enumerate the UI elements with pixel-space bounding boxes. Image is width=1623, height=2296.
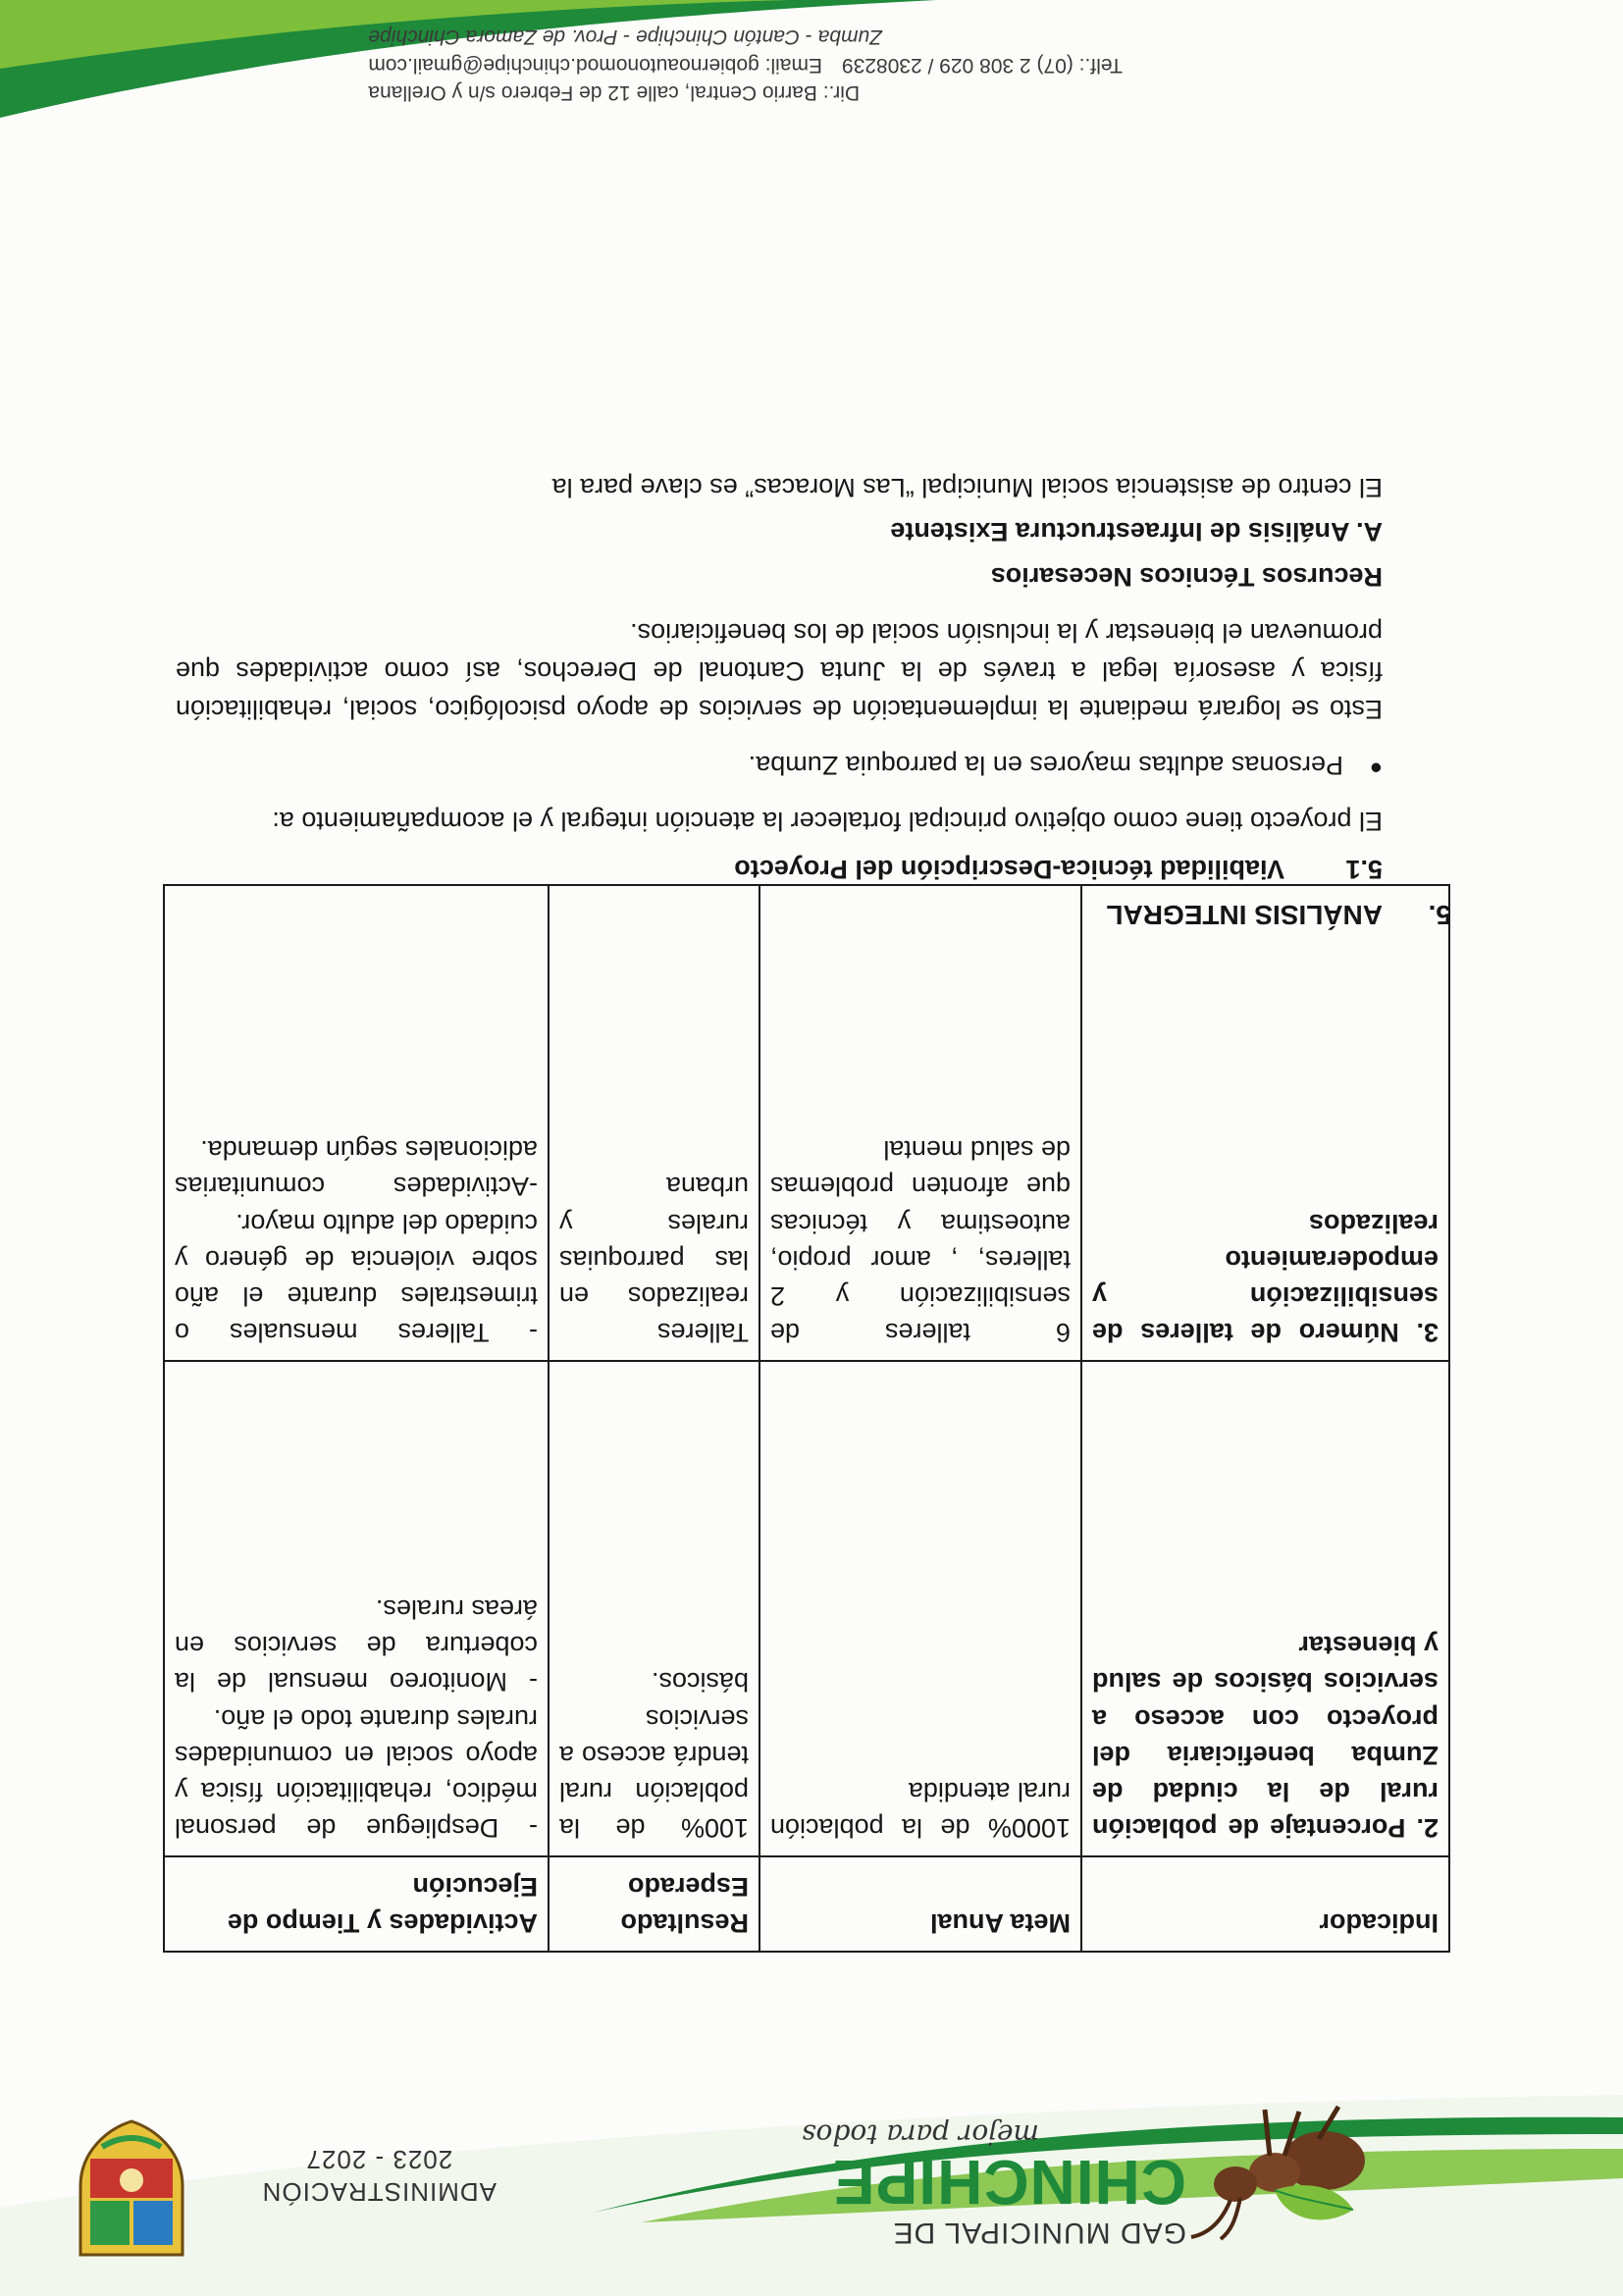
paragraph-implementation: Esto se logrará mediante la implementación de servicios de apoyo psicológico, social, rehabilitación física y asesoría legal a través de la Junta Cantonal de Derechos, así como actividades que promuevan el bienestar y la inclusión social de los beneficiarios. — [176, 617, 1383, 724]
footer-phone: Telf.: (07) 2 308 029 / 2308239 — [841, 53, 1123, 77]
footer-email: Email: gobiernoautonomod.chinchipe@gmail.com — [368, 53, 822, 77]
body-text — [176, 468, 1451, 934]
header-actividades: Actividades y Tiempo de Ejecución — [164, 1857, 549, 1953]
paragraph-objective: El proyecto tiene como objetivo principal fortalecer la atención integral y el acompañamiento a: — [272, 807, 1383, 837]
footer-phone-email — [368, 50, 1123, 78]
result-cell: Talleres realizados en las parroquias rurales y urbana — [549, 886, 759, 1362]
municipal-logo — [802, 2102, 1378, 2249]
section-5-1-number: 5.1 — [1345, 855, 1383, 885]
footer-contact — [368, 23, 1123, 106]
list-item — [176, 746, 1383, 784]
header-indicador: Indicador — [1081, 1857, 1449, 1953]
indicators-table — [163, 885, 1450, 1954]
indicator-cell: 2. Porcentaje de población rural de la ciudad de Zumba beneficiaria del proyecto con acceso a servicios básicos de salud y bienestar — [1081, 1362, 1449, 1857]
brand-name: CHINCHIPE — [831, 2147, 1186, 2218]
bullet-icon: ● — [1369, 757, 1383, 782]
activity-item: - Talleres mensuales o trimestrales durante el año sobre violencia de género y cuidado del adulto mayor. — [175, 1208, 538, 1348]
bullet-text: Personas adultas mayores en la parroquia Zumba. — [748, 751, 1343, 781]
heading-analisis: A. Análisis de Infraestructura Existente — [890, 517, 1383, 548]
header-resultado: Resultado Esperado — [549, 1857, 759, 1953]
table-row — [164, 1362, 1449, 1857]
activity-item: -Actividades comunitarias adicionales según demanda. — [175, 1135, 538, 1202]
ant-logo-icon — [1181, 2102, 1378, 2249]
section-5-heading — [176, 894, 1451, 934]
activities-cell — [164, 1362, 549, 1857]
footer-municipality: Zumba - Cantón Chinchipe - Prov. de Zamora Chinchipe — [368, 26, 883, 49]
goal-cell: 6 talleres de sensibilización y 2 talleres, , amor propio, autoestima y técnicas que afronten problemas de salud mental — [759, 886, 1081, 1362]
admin-title: ADMINISTRACIÓN — [261, 2177, 497, 2207]
activity-item: - Monitoreo mensual de la cobertura de servicios en áreas rurales. — [175, 1594, 538, 1697]
goal-cell: 1000% de la población rural atendida — [759, 1362, 1081, 1857]
table-row — [164, 886, 1449, 1362]
section-5-title: ANÁLISIS INTEGRAL — [1106, 900, 1383, 930]
org-line: GAD MUNICIPAL DE — [892, 2217, 1186, 2249]
header-meta-anual: Meta Anual — [759, 1857, 1081, 1953]
slogan: mejor para todos — [802, 2118, 1039, 2151]
admin-years: 2023 - 2027 — [305, 2145, 453, 2175]
heading-recursos: Recursos Técnicos Necesarios — [990, 561, 1383, 592]
activities-cell — [164, 886, 549, 1362]
result-cell: 100% de la población rural tendrá acceso a servicios básicos. — [549, 1362, 759, 1857]
table-header-row — [164, 1857, 1449, 1953]
footer-address: Dir.: Barrio Central, calle 12 de Febrero s/n y Orellana — [368, 81, 861, 104]
indicator-cell: 3. Número de talleres de sensibilización y empoderamiento realizados — [1081, 886, 1449, 1362]
section-5-number: 5. — [1428, 900, 1451, 930]
section-5-1-title: Viabilidad técnica-Descripción del Proyecto — [734, 855, 1284, 885]
paragraph-centro: El centro de asistencia social Municipal “Las Moracas” es clave para la — [551, 473, 1383, 503]
crest-icon — [73, 2117, 190, 2265]
activity-item: - Despliegue de personal médico, rehabilitación física y apoyo social en comunidades rurales durante todo el año. — [175, 1703, 538, 1844]
administration-label — [262, 2144, 497, 2208]
section-5-1-heading — [176, 850, 1383, 888]
